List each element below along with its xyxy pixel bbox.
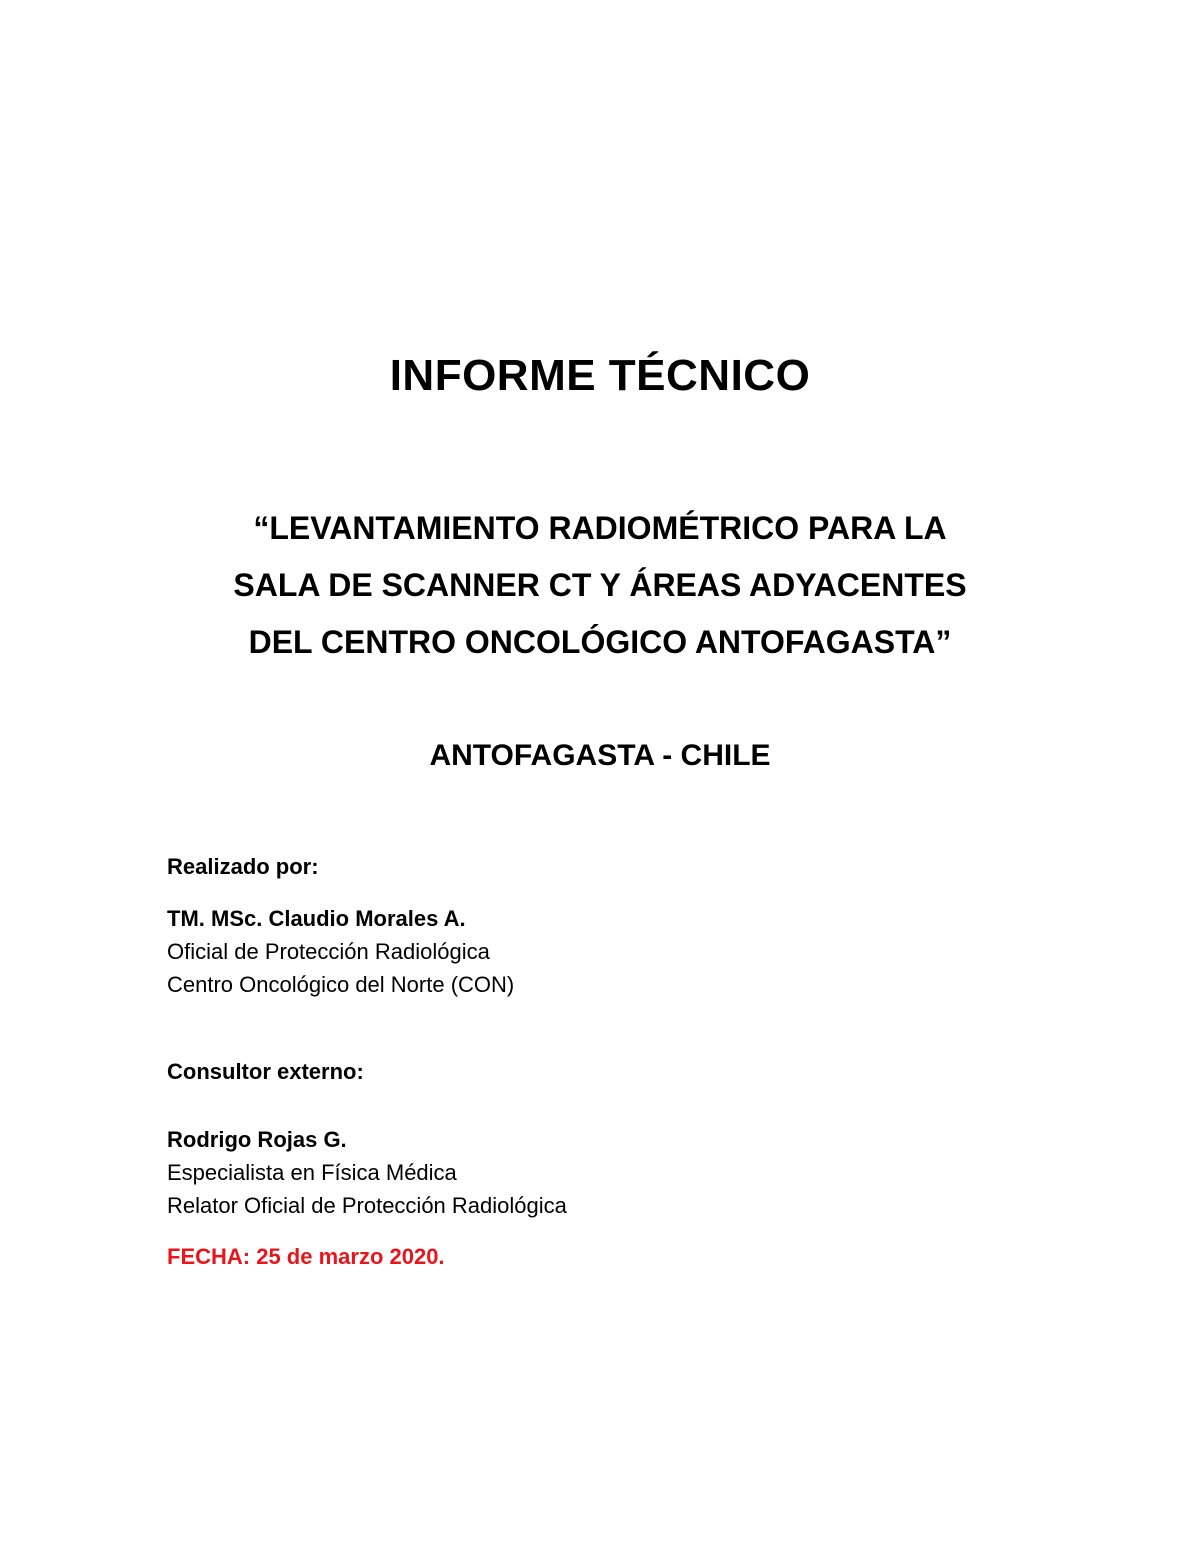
consultant-role-line: Relator Oficial de Protección Radiológica xyxy=(167,1193,567,1218)
made-by-section xyxy=(167,902,514,1001)
author-role-line: Oficial de Protección Radiológica xyxy=(167,939,490,964)
document-date: FECHA: 25 de marzo 2020. xyxy=(167,1244,445,1269)
subtitle-line: DEL CENTRO ONCOLÓGICO ANTOFAGASTA” xyxy=(248,624,952,660)
author-name: TM. MSc. Claudio Morales A. xyxy=(167,906,466,931)
author-role-line: Centro Oncológico del Norte (CON) xyxy=(167,972,515,997)
made-by-label: Realizado por: xyxy=(167,854,319,879)
consultant-role-line: Especialista en Física Médica xyxy=(167,1160,457,1185)
consultant-label: Consultor externo: xyxy=(167,1059,364,1084)
subtitle-line: “LEVANTAMIENTO RADIOMÉTRICO PARA LA xyxy=(253,510,947,546)
consultant-name: Rodrigo Rojas G. xyxy=(167,1127,347,1152)
document-title: INFORME TÉCNICO xyxy=(389,351,811,400)
consultant-section xyxy=(167,1123,567,1222)
subtitle-line: SALA DE SCANNER CT Y ÁREAS ADYACENTES xyxy=(233,567,967,603)
document-subtitle xyxy=(0,500,1200,671)
document-location: ANTOFAGASTA - CHILE xyxy=(429,739,771,772)
